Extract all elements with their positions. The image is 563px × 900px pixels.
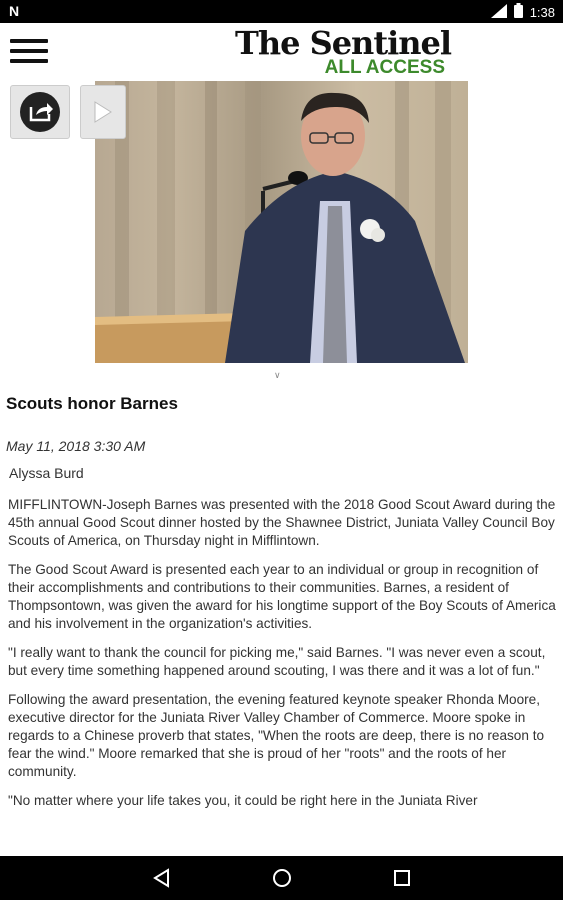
share-button[interactable] <box>10 85 70 139</box>
app-header <box>0 23 563 82</box>
brand-logo <box>235 24 452 78</box>
article-date: May 11, 2018 3:30 AM <box>6 438 146 454</box>
brand-name: The Sentinel <box>235 24 452 62</box>
article-title: Scouts honor Barnes <box>6 394 178 413</box>
gallery-pager-indicator: ∨ <box>274 370 281 380</box>
home-icon[interactable] <box>270 866 294 890</box>
clock: 1:38 <box>529 4 555 20</box>
back-icon[interactable] <box>150 866 174 890</box>
paragraph: "I really want to thank the council for picking me," said Barnes. "I was never even a scout, but every time something happened around scouting, I was there and it was a lot of fun." <box>8 645 546 678</box>
signal-icon <box>491 4 507 21</box>
notification-n-icon: N <box>9 3 20 19</box>
menu-icon[interactable] <box>10 39 48 67</box>
play-icon <box>81 86 125 138</box>
recents-icon[interactable] <box>390 866 414 890</box>
play-button[interactable] <box>80 85 126 139</box>
status-icons <box>491 3 555 21</box>
paragraph: Following the award presentation, the evening featured keynote speaker Rhonda Moore, executive director for the Juniata River Valley Chamber of Commerce. Moore spoke in regards to a Chinese proverb that states, "When the roots are deep, there is no reason to fear the wind." Moore remarked that she is proud of her "roots" and the roots of her community. <box>8 692 545 779</box>
article-photo[interactable] <box>95 81 468 363</box>
system-nav-bar <box>0 856 563 900</box>
photo-area <box>0 81 563 363</box>
paragraph: MIFFLINTOWN-Joseph Barnes was presented with the 2018 Good Scout Award during the 45th annual Good Scout dinner hosted by the Shawnee District, Juniata Valley Council Boy Scouts of America, on Thursday night in Mifflintown. <box>8 497 556 548</box>
paragraph: "No matter where your life takes you, it could be right here in the Juniata River <box>8 793 478 808</box>
battery-icon <box>514 3 523 21</box>
paragraph: The Good Scout Award is presented each year to an individual or group in recognition of their accomplishments and contributions to their communities. Barnes, a resident of Thompsontown, was given the award for his longtime support of the Boy Scouts of America and his involvement in the organization's activities. <box>8 562 556 631</box>
brand-sub: ALL ACCESS <box>324 57 445 78</box>
article-body <box>8 496 556 821</box>
status-bar <box>0 0 563 23</box>
article-author: Alyssa Burd <box>9 465 84 481</box>
article <box>0 390 563 856</box>
share-icon <box>20 92 60 132</box>
